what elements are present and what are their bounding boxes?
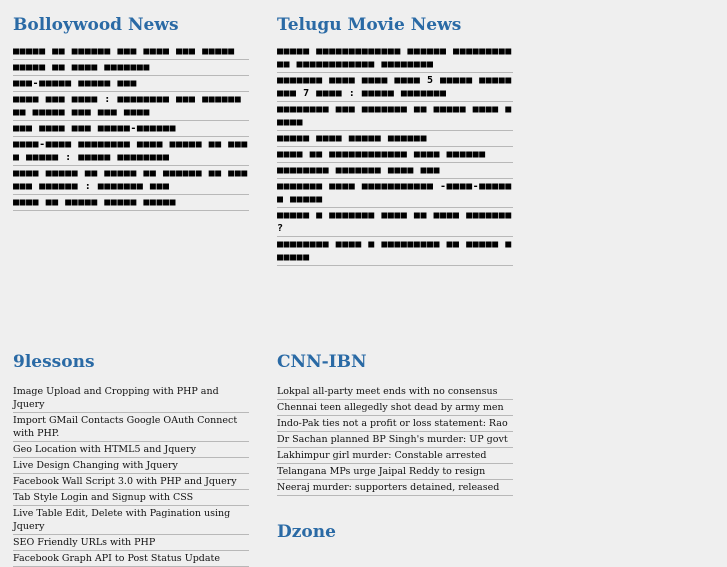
list-item[interactable]	[277, 179, 513, 208]
list-item[interactable]	[13, 166, 249, 195]
telugu-news-title: Telugu Movie News	[277, 15, 462, 35]
list-item[interactable]	[277, 480, 513, 496]
list-item[interactable]	[13, 413, 249, 442]
list-item[interactable]	[277, 448, 513, 464]
list-item[interactable]	[277, 131, 513, 147]
list-item[interactable]	[13, 474, 249, 490]
list-item[interactable]	[277, 163, 513, 179]
news-link[interactable]: ■■■■■ ■■■■ ■■■■■ ■■■■■■	[277, 133, 427, 144]
bollywood-news-list	[13, 44, 249, 211]
news-link[interactable]: ■■■■■ ■■ ■■■■ ■■■■■■■	[13, 62, 150, 73]
article-link[interactable]: Facebook Wall Script 3.0 with PHP and Jquery	[13, 476, 237, 487]
headline-link[interactable]: Chennai teen allegedly shot dead by army men	[277, 402, 504, 413]
list-item[interactable]	[277, 208, 513, 237]
article-link[interactable]: SEO Friendly URLs with PHP	[13, 537, 156, 548]
article-link[interactable]: Geo Location with HTML5 and Jquery	[13, 444, 196, 455]
list-item[interactable]	[277, 147, 513, 163]
headline-link[interactable]: Telangana MPs urge Jaipal Reddy to resign	[277, 466, 486, 477]
list-item[interactable]	[277, 416, 513, 432]
list-item[interactable]	[277, 432, 513, 448]
list-item[interactable]	[13, 384, 249, 413]
list-item[interactable]	[13, 60, 249, 76]
news-link[interactable]: ■■■■■■■ ■■■■ ■■■■■■■■■■■ -■■■■-■■■■■■ ■■■■■	[277, 181, 512, 205]
news-link[interactable]: ■■■■■ ■■ ■■■■■■ ■■■ ■■■■ ■■■ ■■■■■	[13, 46, 235, 57]
dzone-title: Dzone	[277, 522, 336, 542]
news-link[interactable]: ■■■■-■■■■ ■■■■■■■■ ■■■■ ■■■■■ ■■ ■■■■ ■■■■■ : ■■■■■ ■■■■■■■■	[13, 139, 248, 163]
list-item[interactable]	[277, 384, 513, 400]
list-item[interactable]	[13, 506, 249, 535]
news-link[interactable]: ■■■■■■■■ ■■■■ ■ ■■■■■■■■■ ■■ ■■■■■ ■■■■■■	[277, 239, 512, 263]
list-item[interactable]	[13, 535, 249, 551]
list-item[interactable]	[13, 76, 249, 92]
ninelessons-list	[13, 384, 249, 567]
list-item[interactable]	[13, 137, 249, 166]
list-item[interactable]	[13, 92, 249, 121]
headline-link[interactable]: Dr Sachan planned BP Singh's murder: UP govt	[277, 434, 508, 445]
headline-link[interactable]: Indo-Pak ties not a profit or loss statement: Rao	[277, 418, 508, 429]
list-item[interactable]	[277, 237, 513, 266]
dzone-section	[277, 521, 513, 543]
news-link[interactable]: ■■■■ ■■ ■■■■■ ■■■■■ ■■■■■	[13, 197, 177, 208]
bollywood-news-section	[13, 14, 249, 211]
news-link[interactable]: ■■■■■■■■ ■■■ ■■■■■■■ ■■ ■■■■■ ■■■■ ■■■■■	[277, 104, 512, 128]
list-item[interactable]	[277, 400, 513, 416]
headline-link[interactable]: Lokpal all-party meet ends with no consensus	[277, 386, 498, 397]
list-item[interactable]	[13, 458, 249, 474]
news-link[interactable]: ■■■■■■■ ■■■■ ■■■■ ■■■■ 5 ■■■■■ ■■■■■■■■ 7 ■■■■ : ■■■■■ ■■■■■■■	[277, 75, 512, 99]
list-item[interactable]	[13, 195, 249, 211]
news-link[interactable]: ■■■■■ ■ ■■■■■■■ ■■■■ ■■ ■■■■ ■■■■■■■ ?	[277, 210, 512, 234]
list-item[interactable]	[13, 442, 249, 458]
news-link[interactable]: ■■■■ ■■■■■ ■■ ■■■■■ ■■ ■■■■■■ ■■ ■■■■■■ ■■■■■■ : ■■■■■■■ ■■■	[13, 168, 248, 192]
headline-link[interactable]: Neeraj murder: supporters detained, released	[277, 482, 500, 493]
news-link[interactable]: ■■■ ■■■■ ■■■ ■■■■■-■■■■■■	[13, 123, 177, 134]
list-item[interactable]	[277, 44, 513, 73]
list-item[interactable]	[277, 102, 513, 131]
telugu-news-list	[277, 44, 513, 266]
article-link[interactable]: Image Upload and Cropping with PHP and Jquery	[13, 386, 219, 410]
news-link[interactable]: ■■■■■■■■ ■■■■■■■ ■■■■ ■■■	[277, 165, 441, 176]
list-item[interactable]	[13, 490, 249, 506]
ninelessons-section	[13, 351, 249, 567]
news-link[interactable]: ■■■■ ■■■ ■■■■ : ■■■■■■■■ ■■■ ■■■■■■ ■■ ■■■■■ ■■■ ■■■ ■■■■	[13, 94, 242, 118]
list-item[interactable]	[13, 551, 249, 567]
telugu-news-section	[277, 14, 513, 266]
bollywood-news-title: Bolloywood News	[13, 15, 179, 35]
ninelessons-title: 9lessons	[13, 352, 95, 372]
news-link[interactable]: ■■■■■ ■■■■■■■■■■■■■ ■■■■■■ ■■■■■■■■■■■ ■■■■■■■■■■■■ ■■■■■■■■	[277, 46, 512, 70]
news-link[interactable]: ■■■-■■■■■ ■■■■■ ■■■	[13, 78, 137, 89]
article-link[interactable]: Import GMail Contacts Google OAuth Connect with PHP.	[13, 415, 238, 439]
article-link[interactable]: Facebook Graph API to Post Status Update	[13, 553, 220, 564]
cnnibn-title: CNN-IBN	[277, 352, 367, 372]
list-item[interactable]	[277, 464, 513, 480]
cnnibn-list	[277, 384, 513, 496]
news-link[interactable]: ■■■■ ■■ ■■■■■■■■■■■■ ■■■■ ■■■■■■	[277, 149, 486, 160]
list-item[interactable]	[13, 44, 249, 60]
article-link[interactable]: Live Table Edit, Delete with Pagination using Jquery	[13, 508, 231, 532]
list-item[interactable]	[277, 73, 513, 102]
cnnibn-section	[277, 351, 513, 496]
article-link[interactable]: Live Design Changing with Jquery	[13, 460, 178, 471]
headline-link[interactable]: Lakhimpur girl murder: Constable arrested	[277, 450, 487, 461]
article-link[interactable]: Tab Style Login and Signup with CSS	[13, 492, 194, 503]
list-item[interactable]	[13, 121, 249, 137]
